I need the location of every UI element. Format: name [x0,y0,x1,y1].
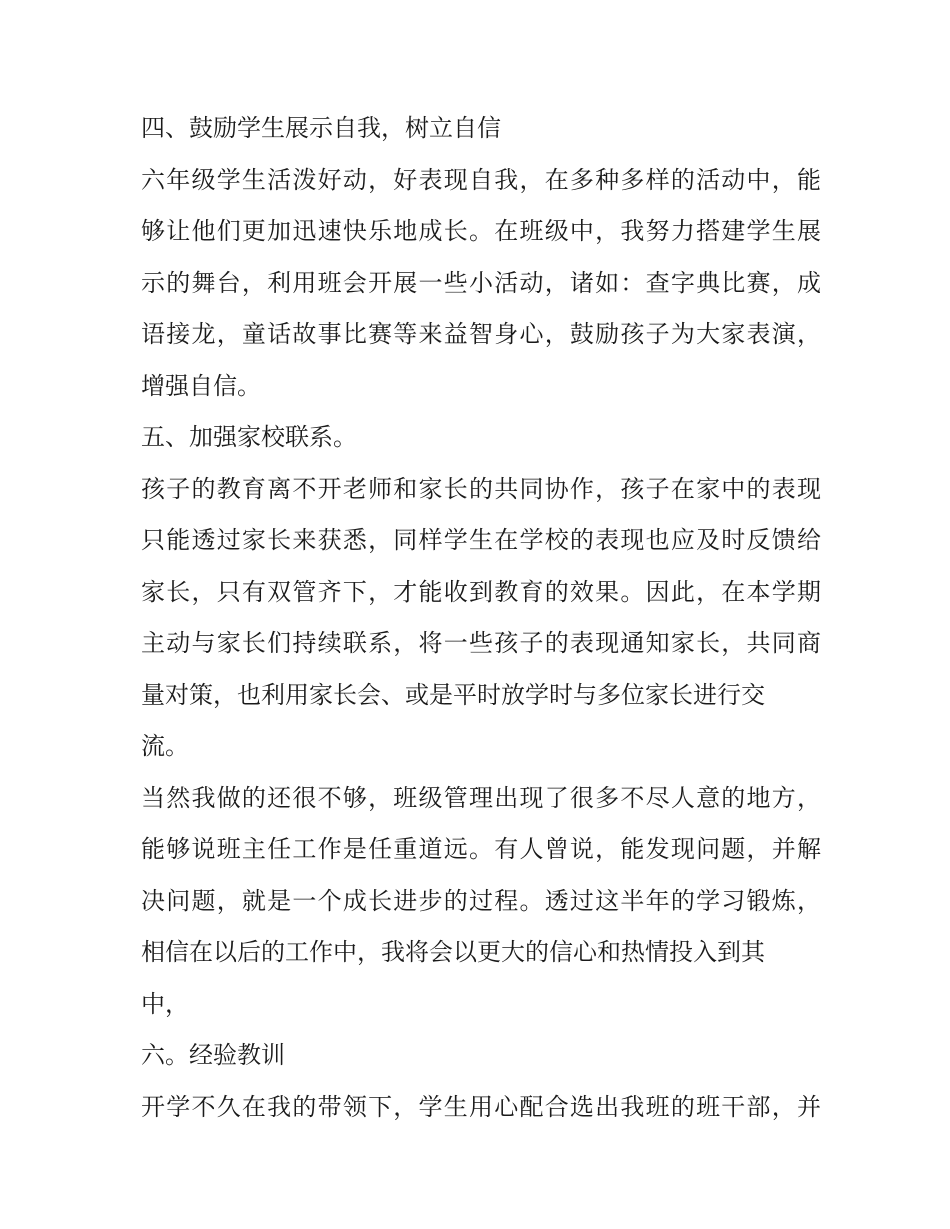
paragraph-line: 语接龙，童话故事比赛等来益智身心，鼓励孩子为大家表演， [141,320,821,348]
section-heading: 六。经验教训 [141,1041,285,1069]
paragraph-line: 中， [141,989,189,1018]
paragraph-line: 主动与家长们持续联系，将一些孩子的表现通知家长，共同商 [141,629,821,657]
paragraph-line: 够让他们更加迅速快乐地成长。在班级中，我努力搭建学生展 [141,217,821,245]
paragraph-line: 增强自信。 [141,371,261,400]
paragraph-line: 只能透过家长来获悉，同样学生在学校的表现也应及时反馈给 [141,526,821,554]
document-body [141,103,821,1133]
paragraph-line: 家长，只有双管齐下，才能收到教育的效果。因此，在本学期 [141,577,821,606]
paragraph-line: 孩子的教育离不开老师和家长的共同协作，孩子在家中的表现 [141,474,821,503]
paragraph-line: 量对策，也利用家长会、或是平时放学时与多位家长进行交 [141,680,765,709]
paragraph-line: 决问题，就是一个成长进步的过程。透过这半年的学习锻炼， [141,886,821,915]
section-heading: 四、鼓励学生展示自我，树立自信 [141,114,501,142]
section-heading: 五、加强家校联系。 [141,423,357,451]
paragraph-line: 能够说班主任工作是任重道远。有人曾说，能发现问题，并解 [141,835,821,863]
paragraph-line: 六年级学生活泼好动，好表现自我，在多种多样的活动中，能 [141,165,821,194]
paragraph-line: 示的舞台，利用班会开展一些小活动，诸如：查字典比赛，成 [141,268,821,297]
paragraph-line: 流。 [141,732,189,760]
paragraph-line: 开学不久在我的带领下，学生用心配合选出我班的班干部，并 [141,1092,821,1121]
paragraph-line: 相信在以后的工作中，我将会以更大的信心和热情投入到其 [141,938,765,966]
paragraph-line: 当然我做的还很不够，班级管理出现了很多不尽人意的地方， [141,783,821,812]
